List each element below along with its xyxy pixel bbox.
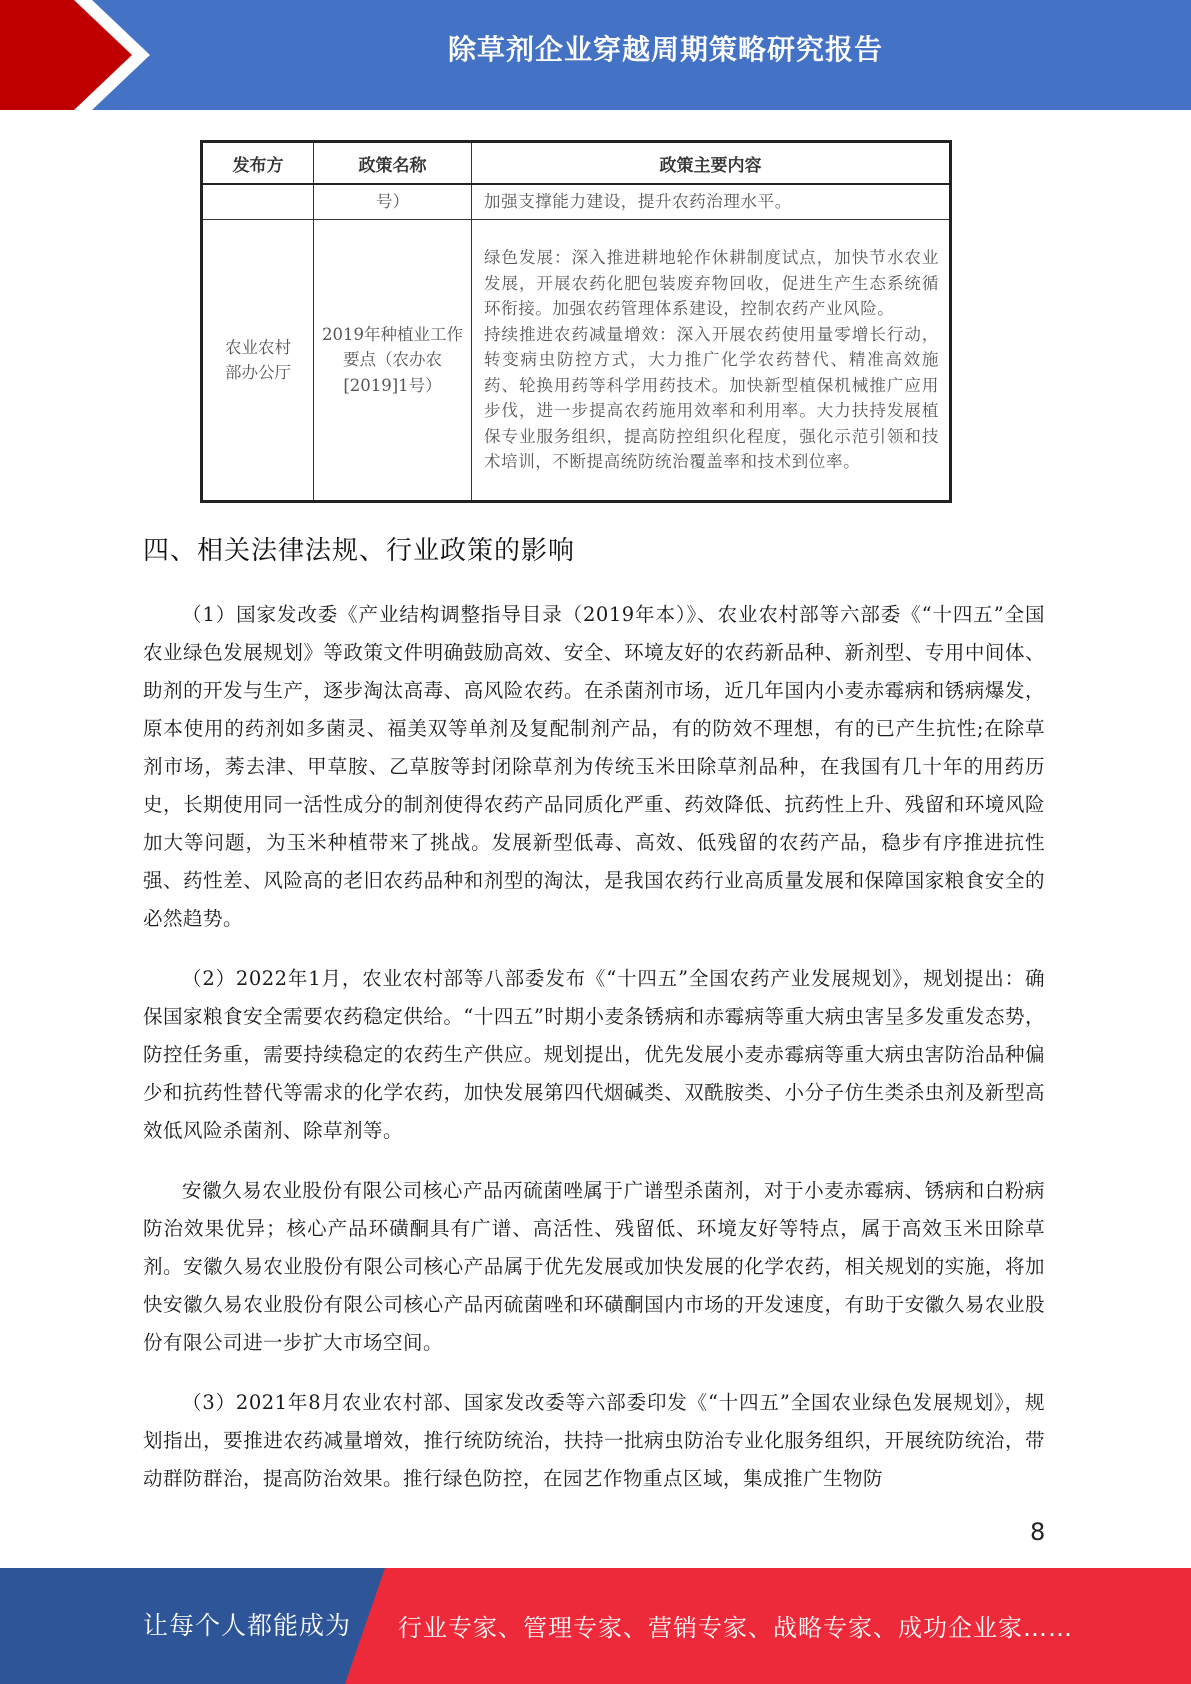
report-title: 除草剂企业穿越周期策略研究报告 [447,33,883,66]
body-paragraph: （1）国家发改委《产业结构调整指导目录（2019年本）》、农业农村部等六部委《“十四五”全国农业绿色发展规划》等政策文件明确鼓励高效、安全、环境友好的农药新品种、新剂型、专用中间体、助剂的开发与生产，逐步淘汰高毒、高风险农药。在杀菌剂市场，近几年国内小麦赤霉病和锈病爆发，原本使用的药剂如多菌灵、福美双等单剂及复配制剂产品，有的防效不理想，有的已产生抗性;在除草剂市场，莠去津、甲草胺、乙草胺等封闭除草剂为传统玉米田除草剂品种，在我国有几十年的用药历史，长期使用同一活性成分的制剂使得农药产品同质化严重、药效降低、抗药性上升、残留和环境风险加大等问题，为玉米种植带来了挑战。发展新型低毒、高效、低残留的农药产品，稳步有序推进抗性强、药性差、风险高的老旧农药品种和剂型的淘汰，是我国农药行业高质量发展和保障国家粮食安全的必然趋势。 [143,603,1045,930]
body-paragraph: 安徽久易农业股份有限公司核心产品丙硫菌唑属于广谱型杀菌剂，对于小麦赤霉病、锈病和白粉病防治效果优异；核心产品环磺酮具有广谱、高活性、残留低、环境友好等特点，属于高效玉米田除草剂。安徽久易农业股份有限公司核心产品属于优先发展或加快发展的化学农药，相关规划的实施，将加快安徽久易农业股份有限公司核心产品丙硫菌唑和环磺酮国内市场的开发速度，有助于安徽久易农业股份有限公司进一步扩大市场空间。 [143,1179,1045,1354]
body-text [143,596,1045,1520]
table-row [202,184,951,220]
page-footer [0,1568,1191,1684]
section-heading: 四、相关法律法规、行业政策的影响 [143,536,576,566]
cell-publisher [202,184,314,220]
policy-table [200,140,952,503]
cell-policy-content [472,220,951,502]
cell-policy-content [472,184,951,220]
content-paragraph: 持续推进农药减量增效：深入开展农药使用量零增长行动，转变病虫防控方式，大力推广化学农药替代、精准高效施药、轮换用药等科学用药技术。加快新型植保机械推广应用步伐，进一步提高农药施用效率和利用率。大力扶持发展植保专业服务组织，提高防控组织化程度，强化示范引领和技术培训，不断提高统防统治覆盖率和技术到位率。 [484,324,939,472]
table-row [202,220,951,502]
header-chevron-icon [0,0,150,110]
body-paragraph: （2）2022年1月，农业农村部等八部委发布《“十四五”全国农药产业发展规划》，规划提出：确保国家粮食安全需要农药稳定供给。“十四五”时期小麦条锈病和赤霉病等重大病虫害呈多发重发态势，防控任务重，需要持续稳定的农药生产供应。规划提出，优先发展小麦赤霉病等重大病虫害防治品种偏少和抗药性替代等需求的化学农药，加快发展第四代烟碱类、双酰胺类、小分子仿生类杀虫剂及新型高效低风险杀菌剂、除草剂等。 [143,967,1045,1142]
cell-policy-name: 2019年种植业工作要点（农办农[2019]1号） [314,220,472,502]
table-header-row [202,142,951,185]
cell-policy-name: 号） [314,184,472,220]
column-header-publisher: 发布方 [202,142,314,185]
content-paragraph: 绿色发展：深入推进耕地轮作休耕制度试点，加快节水农业发展，开展农药化肥包装废弃物回收，促进生产生态系统循环衔接。加强农药管理体系建设，控制农药产业风险。 [484,248,939,319]
page-number: 8 [1030,1518,1046,1546]
body-paragraph: （3）2021年8月农业农村部、国家发改委等六部委印发《“十四五”全国农业绿色发展规划》，规划指出，要推进农药减量增效，推行统防统治，扶持一批病虫防治专业化服务组织，开展统防统治，带动群防群治，提高防治效果。推行绿色防控，在园艺作物重点区域，集成推广生物防 [143,1391,1045,1490]
content-paragraph: 加强支撑能力建设，提升农药治理水平。 [484,192,792,212]
page-header [0,0,1191,110]
cell-publisher: 农业农村部办公厅 [202,220,314,502]
footer-slogan-left: 让每个人都能成为 [143,1611,352,1640]
column-header-policy-name: 政策名称 [314,142,472,185]
column-header-policy-content: 政策主要内容 [472,142,951,185]
footer-slogan-right: 行业专家、管理专家、营销专家、战略专家、成功企业家…… [398,1614,1073,1642]
